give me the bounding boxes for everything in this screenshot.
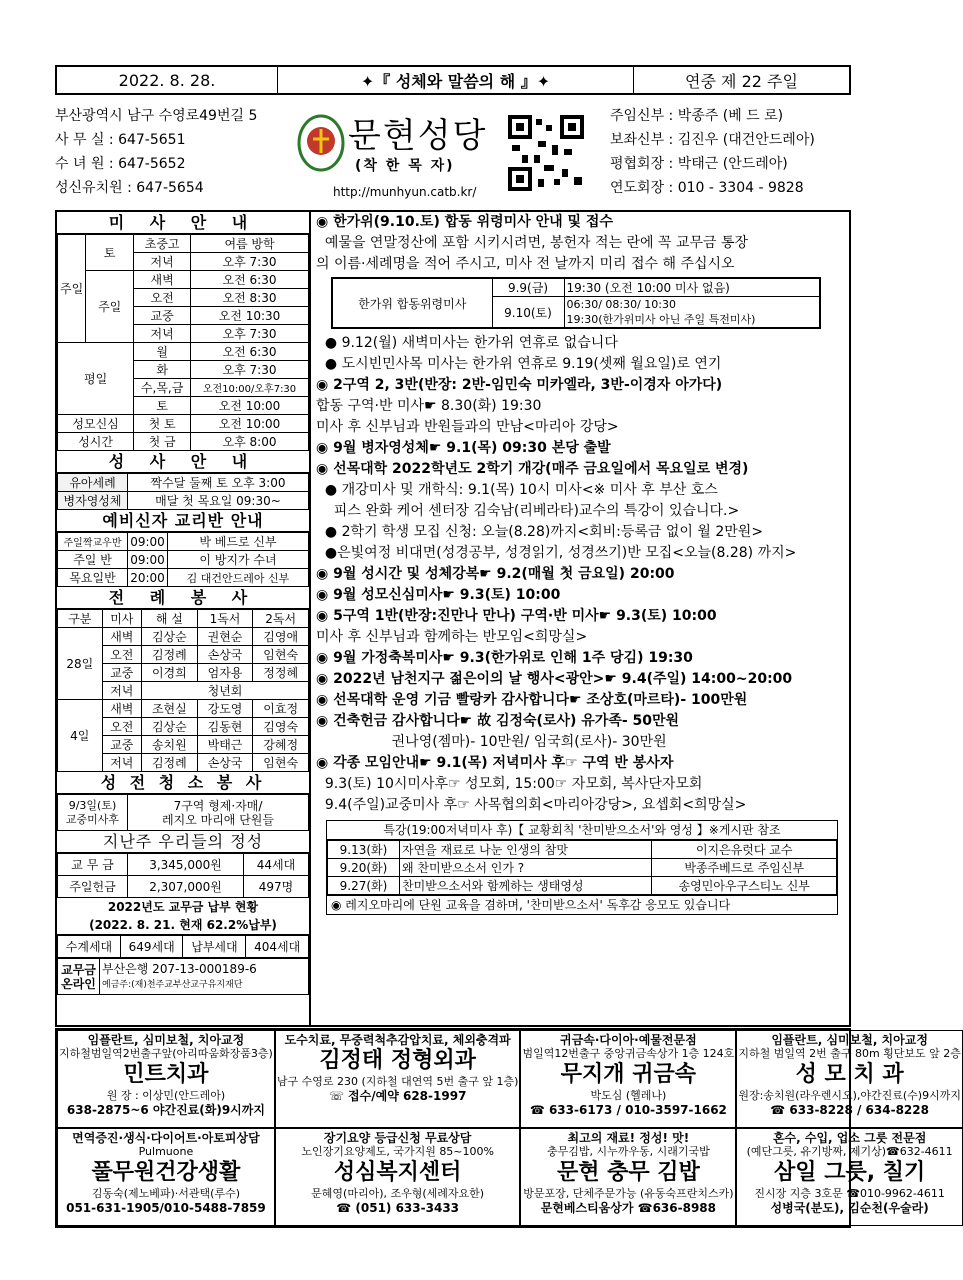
dues-label: 납부세대 (183, 936, 246, 958)
ad-owner: 방문포장, 단체주문가능 (유동숙프란치스카) (523, 1187, 734, 1200)
notice-line: 미사 후 신부님과 반원들과의 만남<마리아 강당> (316, 419, 619, 435)
staff-block (610, 104, 815, 200)
church-name: 문현성당 (348, 116, 488, 156)
sacrament-table (57, 473, 309, 510)
ad-tagline: 임플란트, 심미보철, 치아교정 (87, 1033, 245, 1047)
altar-mass: 오전 (102, 646, 141, 664)
lecture-speaker: 박종주베드로 주임신부 (652, 859, 837, 877)
altar-head: 1독서 (197, 610, 253, 628)
bank-holder: 예금주:(재)천주교부산교구유지재단 (102, 979, 243, 990)
ad-phone: ☎ 633-6173 / 010-3597-1662 (529, 1103, 727, 1117)
notice-line: ● 9.12(월) 새벽미사는 한가위 연휴로 없습니다 (316, 335, 618, 351)
mass-time: 오전 10:00 (191, 397, 309, 415)
ad-phone: 문현베스티움상가 ☎636-8988 (540, 1201, 717, 1215)
assistant-priest: 보좌신부 : 김진우 (대건안드레아) (610, 132, 815, 148)
ad-business-name: 성심복지센터 (333, 1160, 462, 1185)
lecture-title: 특강(19:00저녁미사 후)【 교황회칙 '찬미받으소서'와 영성 】※게시판 참조 (327, 821, 837, 840)
mass-time: 오전 6:30 (191, 343, 309, 361)
mass-sub: 주일 (86, 271, 134, 343)
bank-label: 교무금 온라인 (58, 959, 100, 995)
ad-card[interactable] (57, 1128, 275, 1226)
ad-tagline: 도수치료, 무중력척추감압치료, 체외충격파 (284, 1033, 511, 1047)
header-bar (55, 65, 851, 95)
cleaning-table (57, 794, 309, 831)
dues-subtitle: (2022. 8. 21. 현재 62.2%납부) (89, 918, 277, 932)
notice-line: ◉ 9월 성시간 및 성체강복☛ 9.2(매월 첫 금요일) 20:00 (316, 566, 675, 582)
mass-time: 오전 10:00 (191, 415, 309, 433)
ad-card[interactable] (736, 1128, 963, 1226)
ad-card[interactable] (275, 1030, 521, 1128)
catechism-class: 주일짝교우반 (58, 533, 128, 551)
catechism-title: 예비신자 교리반 안내 (57, 510, 309, 532)
altar-title: 전 례 봉 사 (57, 587, 309, 609)
ad-owner: 문혜영(마리아), 조우형(세례자요한) (311, 1187, 485, 1200)
notice-line: 피스 완화 케어 센터장 김숙남(리베라타)교수의 특강이 있습니다.> (316, 503, 740, 519)
catechism-time: 09:00 (128, 551, 168, 569)
ad-info: Pulmuone (138, 1145, 194, 1158)
altar-head: 2독서 (253, 610, 309, 628)
lecture-box (326, 820, 838, 915)
dues-block (57, 898, 309, 935)
notice-line: ◉ 선목대학 운영 기금 빨랑카 감사합니다☛ 조상호(마르타)- 100만원 (316, 692, 748, 708)
memorial-date: 9.9(금) (492, 278, 564, 297)
memorial-time: 19:30 (오전 10:00 미사 없음) (564, 278, 820, 297)
mass-time: 오전 10:30 (191, 307, 309, 325)
church-url[interactable]: http://munhyun.catb.kr/ (333, 185, 477, 199)
mass-time: 오전 8:30 (191, 289, 309, 307)
notice-line: 미사 후 신부님과 함께하는 반모임<희망실> (316, 629, 588, 645)
mass-cell: 저녁 (134, 253, 191, 271)
altar-head: 미사 (102, 610, 141, 628)
mass-cell: 월 (134, 343, 191, 361)
ad-phone: ☏ 접수/예약 628-1997 (328, 1089, 467, 1103)
memorial-time: 06:30/ 08:30/ 10:30 19:30(한가위미사 아닌 주일 특전미사) (564, 297, 820, 329)
altar-date: 4일 (58, 700, 103, 772)
notice-line: ◉ 9월 성모신심미사☛ 9.3(토) 10:00 (316, 587, 561, 603)
ad-tagline: 면역증진·생식·다이어트·아토피상담 (72, 1131, 260, 1145)
mass-time: 오전10:00/오후7:30 (191, 379, 309, 397)
ad-business-name: 문현 충무 김밥 (556, 1160, 700, 1185)
altar-cell: 임현숙 (253, 754, 309, 772)
ad-business-name: 무지개 귀금속 (560, 1062, 696, 1087)
catechism-teacher: 김 대건안드레아 신부 (168, 569, 309, 587)
notice-line: ●은빛여정 비대면(성경공부, 성경읽기, 성경쓰기)반 모집<오늘(8.28) 까지> (316, 545, 797, 561)
altar-head: 구분 (58, 610, 103, 628)
offering-amount: 2,307,000원 (128, 876, 244, 898)
offering-label: 주일헌금 (58, 876, 128, 898)
notice-line: 의 이름·세례명을 적어 주시고, 미사 전 날까지 미리 접수 해 주십시오 (316, 256, 735, 272)
dues-value: 404세대 (246, 936, 309, 958)
ad-phone: ☎ 633-8228 / 634-8228 (770, 1103, 929, 1117)
mass-cell: 수,목,금 (134, 379, 191, 397)
dues-label: 수계세대 (58, 936, 121, 958)
sacrament-value: 매달 첫 목요일 09:30~ (128, 492, 309, 510)
convent-phone: 수 녀 원 : 647-5652 (55, 156, 186, 172)
ad-business-name: 김정태 정형외과 (319, 1048, 476, 1073)
ad-info: 지하철 범일역 2번 출구 80m 횡단보도 앞 2층 (738, 1047, 961, 1060)
mass-cell: 첫 토 (134, 415, 191, 433)
ad-info: (예단그릇, 유기방짜, 제기상)☎632-4611 (746, 1145, 953, 1158)
altar-cell: 김상순 (142, 718, 198, 736)
offering-count: 497명 (244, 876, 309, 898)
altar-mass: 저녁 (102, 754, 141, 772)
ad-business-name: 풀무원건강생활 (91, 1160, 241, 1185)
dues-value: 649세대 (120, 936, 183, 958)
ad-business-name: 삼일 그릇, 칠기 (774, 1160, 926, 1185)
year-motto: ✦『 성체와 말씀의 해 』✦ (277, 67, 634, 93)
ad-tagline: 임플란트, 심미보철, 치아교정 (771, 1033, 928, 1047)
church-subtitle: (착 한 목 자) (355, 158, 455, 174)
mass-cell: 화 (134, 361, 191, 379)
ad-card[interactable] (736, 1030, 963, 1128)
sacrament-value: 짝수달 둘째 토 오후 3:00 (128, 474, 309, 492)
dues-title: 2022년도 교무금 납부 현황 (107, 900, 259, 914)
sacrament-label: 병자영성체 (58, 492, 128, 510)
liturgical-week: 연중 제 22 주일 (685, 71, 798, 91)
mass-cell: 교중 (134, 307, 191, 325)
left-column (55, 210, 311, 1027)
ad-card[interactable] (520, 1030, 736, 1128)
altar-cell: 김영숙 (253, 718, 309, 736)
altar-cell: 손상국 (197, 646, 253, 664)
catechism-class: 목요일반 (58, 569, 128, 587)
lecture-footer: ◉ 레지오마리에 단원 교육을 겸하며, '찬미받으소서' 독후감 응모도 있습니다 (327, 895, 837, 914)
mass-sub: 토 (86, 235, 134, 271)
memorial-date: 9.10(토) (492, 297, 564, 329)
ad-info: 노인장기요양제도, 국가지원 85~100% (301, 1145, 494, 1158)
notice-line: 예물을 연말정산에 포함 시키시려면, 봉헌자 적는 란에 꼭 교무금 통장 (316, 235, 749, 251)
mass-cell: 저녁 (134, 325, 191, 343)
mass-time: 오후 7:30 (191, 253, 309, 271)
altar-cell: 김영애 (253, 628, 309, 646)
pastor: 주임신부 : 박종주 (베 드 로) (610, 108, 784, 124)
notice-line: ◉ 각종 모임안내☛ 9.1(목) 저녁미사 후☞ 구역 반 봉사자 (316, 755, 674, 771)
notice-line: ◉ 9월 가정축복미사☛ 9.3(한가위로 인해 1주 당김) 19:30 (316, 650, 693, 666)
altar-mass: 교중 (102, 664, 141, 682)
mass-time: 오후 7:30 (191, 361, 309, 379)
bank-account: 부산은행 207-13-000189-6 (102, 961, 257, 976)
altar-cell: 청년회 (142, 682, 309, 700)
mass-extra: 성모신심 (58, 415, 134, 433)
ad-card[interactable] (520, 1128, 736, 1226)
altar-mass: 새벽 (102, 700, 141, 718)
mass-cell: 새벽 (134, 271, 191, 289)
mass-time: 오전 6:30 (191, 271, 309, 289)
altar-cell: 이경희 (142, 664, 198, 682)
cleaning-title: 성 전 청 소 봉 사 (57, 772, 309, 794)
altar-cell: 강도영 (197, 700, 253, 718)
notice-line: 권나영(젬마)- 10만원/ 임국희(로사)- 30만원 (316, 734, 667, 750)
contact-block (55, 104, 257, 200)
altar-mass: 오전 (102, 718, 141, 736)
altar-mass: 저녁 (102, 682, 141, 700)
cleaning-group: 7구역 형제·자매/ 레지오 마리애 단원들 (128, 795, 309, 831)
notice-line: ◉ 5구역 1반(반장:진만나 만나) 구역·반 미사☛ 9.3(토) 10:00 (316, 608, 717, 624)
lecture-date: 9.27(화) (328, 877, 400, 895)
ad-info: 범일역12번출구 중앙귀금속상가 1층 124호 (522, 1047, 735, 1060)
ad-card[interactable] (275, 1128, 521, 1226)
altar-cell: 이효정 (253, 700, 309, 718)
altar-cell: 김동현 (197, 718, 253, 736)
catechism-teacher: 이 방지가 수녀 (168, 551, 309, 569)
catechism-class: 주일 반 (58, 551, 128, 569)
notice-line: ◉ 선목대학 2022학년도 2학기 개강(매주 금요일에서 목요일로 변경) (316, 461, 749, 477)
ad-owner: 원 장 : 이상민(안드레아) (106, 1089, 226, 1102)
notice-line: ◉ 건축헌금 감사합니다☛ 故 김정숙(로사) 유가족- 50만원 (316, 713, 680, 729)
notices-column (311, 210, 851, 1027)
altar-cell: 조현실 (142, 700, 198, 718)
ad-owner: 김동숙(제노베파)·서관택(루수) (91, 1187, 241, 1200)
notice-line: ● 도시빈민사목 미사는 한가위 연휴로 9.19(셋째 월요일)로 연기 (316, 356, 722, 372)
mass-time: 오후 7:30 (191, 325, 309, 343)
parish-logo-icon (296, 113, 346, 173)
qr-code-icon[interactable] (508, 115, 584, 191)
altar-cell: 김정례 (142, 646, 198, 664)
notice-line: 9.3(토) 10시미사후☞ 성모회, 15:00☞ 자모회, 복사단자모회 (316, 776, 703, 792)
notice-line: ◉ 2구역 2, 3반(반장: 2반-임민숙 미카엘라, 3반-이경자 아가다) (316, 377, 723, 393)
altar-cell: 임현숙 (253, 646, 309, 664)
sacrament-title: 성 사 안 내 (57, 451, 309, 473)
altar-cell: 송치원 (142, 736, 198, 754)
offering-table (57, 853, 309, 898)
lecture-topic: 왜 찬미받으소서 인가 ? (400, 859, 652, 877)
funeral-president: 연도회장 : 010 - 3304 - 9828 (610, 180, 804, 196)
mass-table (57, 234, 309, 451)
ad-card[interactable] (57, 1030, 275, 1128)
offering-label: 교 무 금 (58, 854, 128, 876)
altar-head: 해 설 (142, 610, 198, 628)
altar-date: 28일 (58, 628, 103, 700)
notice-line: ◉ 2022년 남천지구 젊은이의 날 행사<광안>☛ 9.4(주일) 14:00~20:00 (316, 671, 793, 687)
ad-phone: 성병국(분도), 김순천(우술라) (770, 1201, 929, 1215)
bulletin-date: 2022. 8. 28. (118, 70, 216, 90)
altar-table (57, 609, 309, 772)
ad-tagline: 장기요양 등급신청 무료상담 (323, 1131, 472, 1145)
mass-title: 미 사 안 내 (57, 212, 309, 234)
lecture-date: 9.13(화) (328, 841, 400, 859)
dues-table (57, 935, 309, 958)
ad-business-name: 성 모 치 과 (795, 1062, 904, 1087)
ad-tagline: 귀금속·다이아·예물전문점 (560, 1033, 697, 1047)
ad-owner: 박도심 (헬레나) (590, 1089, 667, 1102)
mass-cell: 토 (134, 397, 191, 415)
offering-count: 44세대 (244, 854, 309, 876)
offering-title: 지난주 우리들의 정성 (57, 831, 309, 853)
mass-extra: 성시간 (58, 433, 134, 451)
altar-cell: 박태근 (197, 736, 253, 754)
mass-cell: 오전 (134, 289, 191, 307)
catechism-table (57, 532, 309, 587)
altar-cell: 김정례 (142, 754, 198, 772)
catechism-time: 09:00 (128, 533, 168, 551)
ad-owner: 원장:송치원(라우렌시오),야간진료(수)9시까지 (738, 1089, 961, 1102)
notice-line: ● 개강미사 및 개학식: 9.1(목) 10시 미사<※ 미사 후 부산 호스 (316, 482, 718, 498)
ad-owner: 진시장 지층 3호문 ☎010-9962-4611 (754, 1187, 945, 1200)
ad-business-name: 민트치과 (123, 1062, 209, 1087)
ads-grid (55, 1028, 961, 1228)
mass-time: 오후 8:00 (191, 433, 309, 451)
sacrament-label: 유아세례 (58, 474, 128, 492)
notice-list (316, 212, 849, 915)
memorial-table-wrap (331, 277, 821, 329)
lecture-speaker: 이지은유럿다 교수 (652, 841, 837, 859)
memorial-label: 한가위 합동위령미사 (332, 278, 492, 328)
bank-table (57, 958, 309, 995)
catechism-teacher: 박 베드로 신부 (168, 533, 309, 551)
ad-phone: 638-2875~6 야간진료(화)9시까지 (66, 1103, 265, 1117)
mass-cell: 첫 금 (134, 433, 191, 451)
notice-line: 9.4(주일)교중미사 후☞ 사목협의회<마리아강당>, 요셉회<희망실> (316, 797, 747, 813)
notice-line: ◉ 9월 병자영성체☛ 9.1(목) 09:30 본당 출발 (316, 440, 611, 456)
mass-cell: 초중고 (134, 235, 191, 253)
altar-mass: 교중 (102, 736, 141, 754)
altar-cell: 권현순 (197, 628, 253, 646)
altar-cell: 김상순 (142, 628, 198, 646)
cleaning-date: 9/3일(토) 교중미사후 (58, 795, 128, 831)
notice-line: 합동 구역·반 미사☛ 8.30(화) 19:30 (316, 398, 542, 414)
altar-cell: 정정혜 (253, 664, 309, 682)
ad-owner: 남구 수영로 230 (지하철 대연역 5번 출구 앞 1층) (276, 1075, 519, 1088)
office-phone: 사 무 실 : 647-5651 (55, 132, 186, 148)
altar-cell: 손상국 (197, 754, 253, 772)
catechism-time: 20:00 (128, 569, 168, 587)
ad-tagline: 최고의 재료! 정성! 맛! (567, 1131, 690, 1145)
address: 부산광역시 남구 수영로49번길 5 (55, 108, 258, 124)
lecture-date: 9.20(화) (328, 859, 400, 877)
ad-phone: 051-631-1905/010-5488-7859 (66, 1201, 266, 1215)
council-president: 평협회장 : 박태근 (안드레아) (610, 156, 788, 172)
mass-group: 주일 (58, 235, 86, 343)
lecture-topic: 자연을 재료로 나눈 인생의 참맛 (400, 841, 652, 859)
ad-tagline: 혼수, 수입, 업소 그릇 전문점 (772, 1131, 927, 1145)
altar-mass: 새벽 (102, 628, 141, 646)
notice-line: ● 2학기 학생 모집 신청: 오늘(8.28)까지<회비:등록금 없이 월 2만원> (316, 524, 764, 540)
lecture-speaker: 송영민아우구스티노 신부 (652, 877, 837, 895)
kinder-phone: 성신유치원 : 647-5654 (55, 180, 204, 196)
altar-cell: 엄자용 (197, 664, 253, 682)
lecture-topic: 찬미받으소서와 함께하는 생태영성 (400, 877, 652, 895)
altar-cell: 강혜정 (253, 736, 309, 754)
mass-group: 평일 (58, 343, 134, 415)
offering-amount: 3,345,000원 (128, 854, 244, 876)
ad-phone: ☎ (051) 633-3433 (336, 1201, 460, 1215)
ad-info: 충무김밥, 시누까우동, 시래기국밥 (547, 1145, 710, 1158)
notice-line: ◉ 한가위(9.10.토) 합동 위령미사 안내 및 접수 (316, 214, 613, 230)
ad-info: 지하철범일역2번출구앞(아리따움화장품3층) (59, 1047, 273, 1060)
mass-time: 여름 방학 (191, 235, 309, 253)
